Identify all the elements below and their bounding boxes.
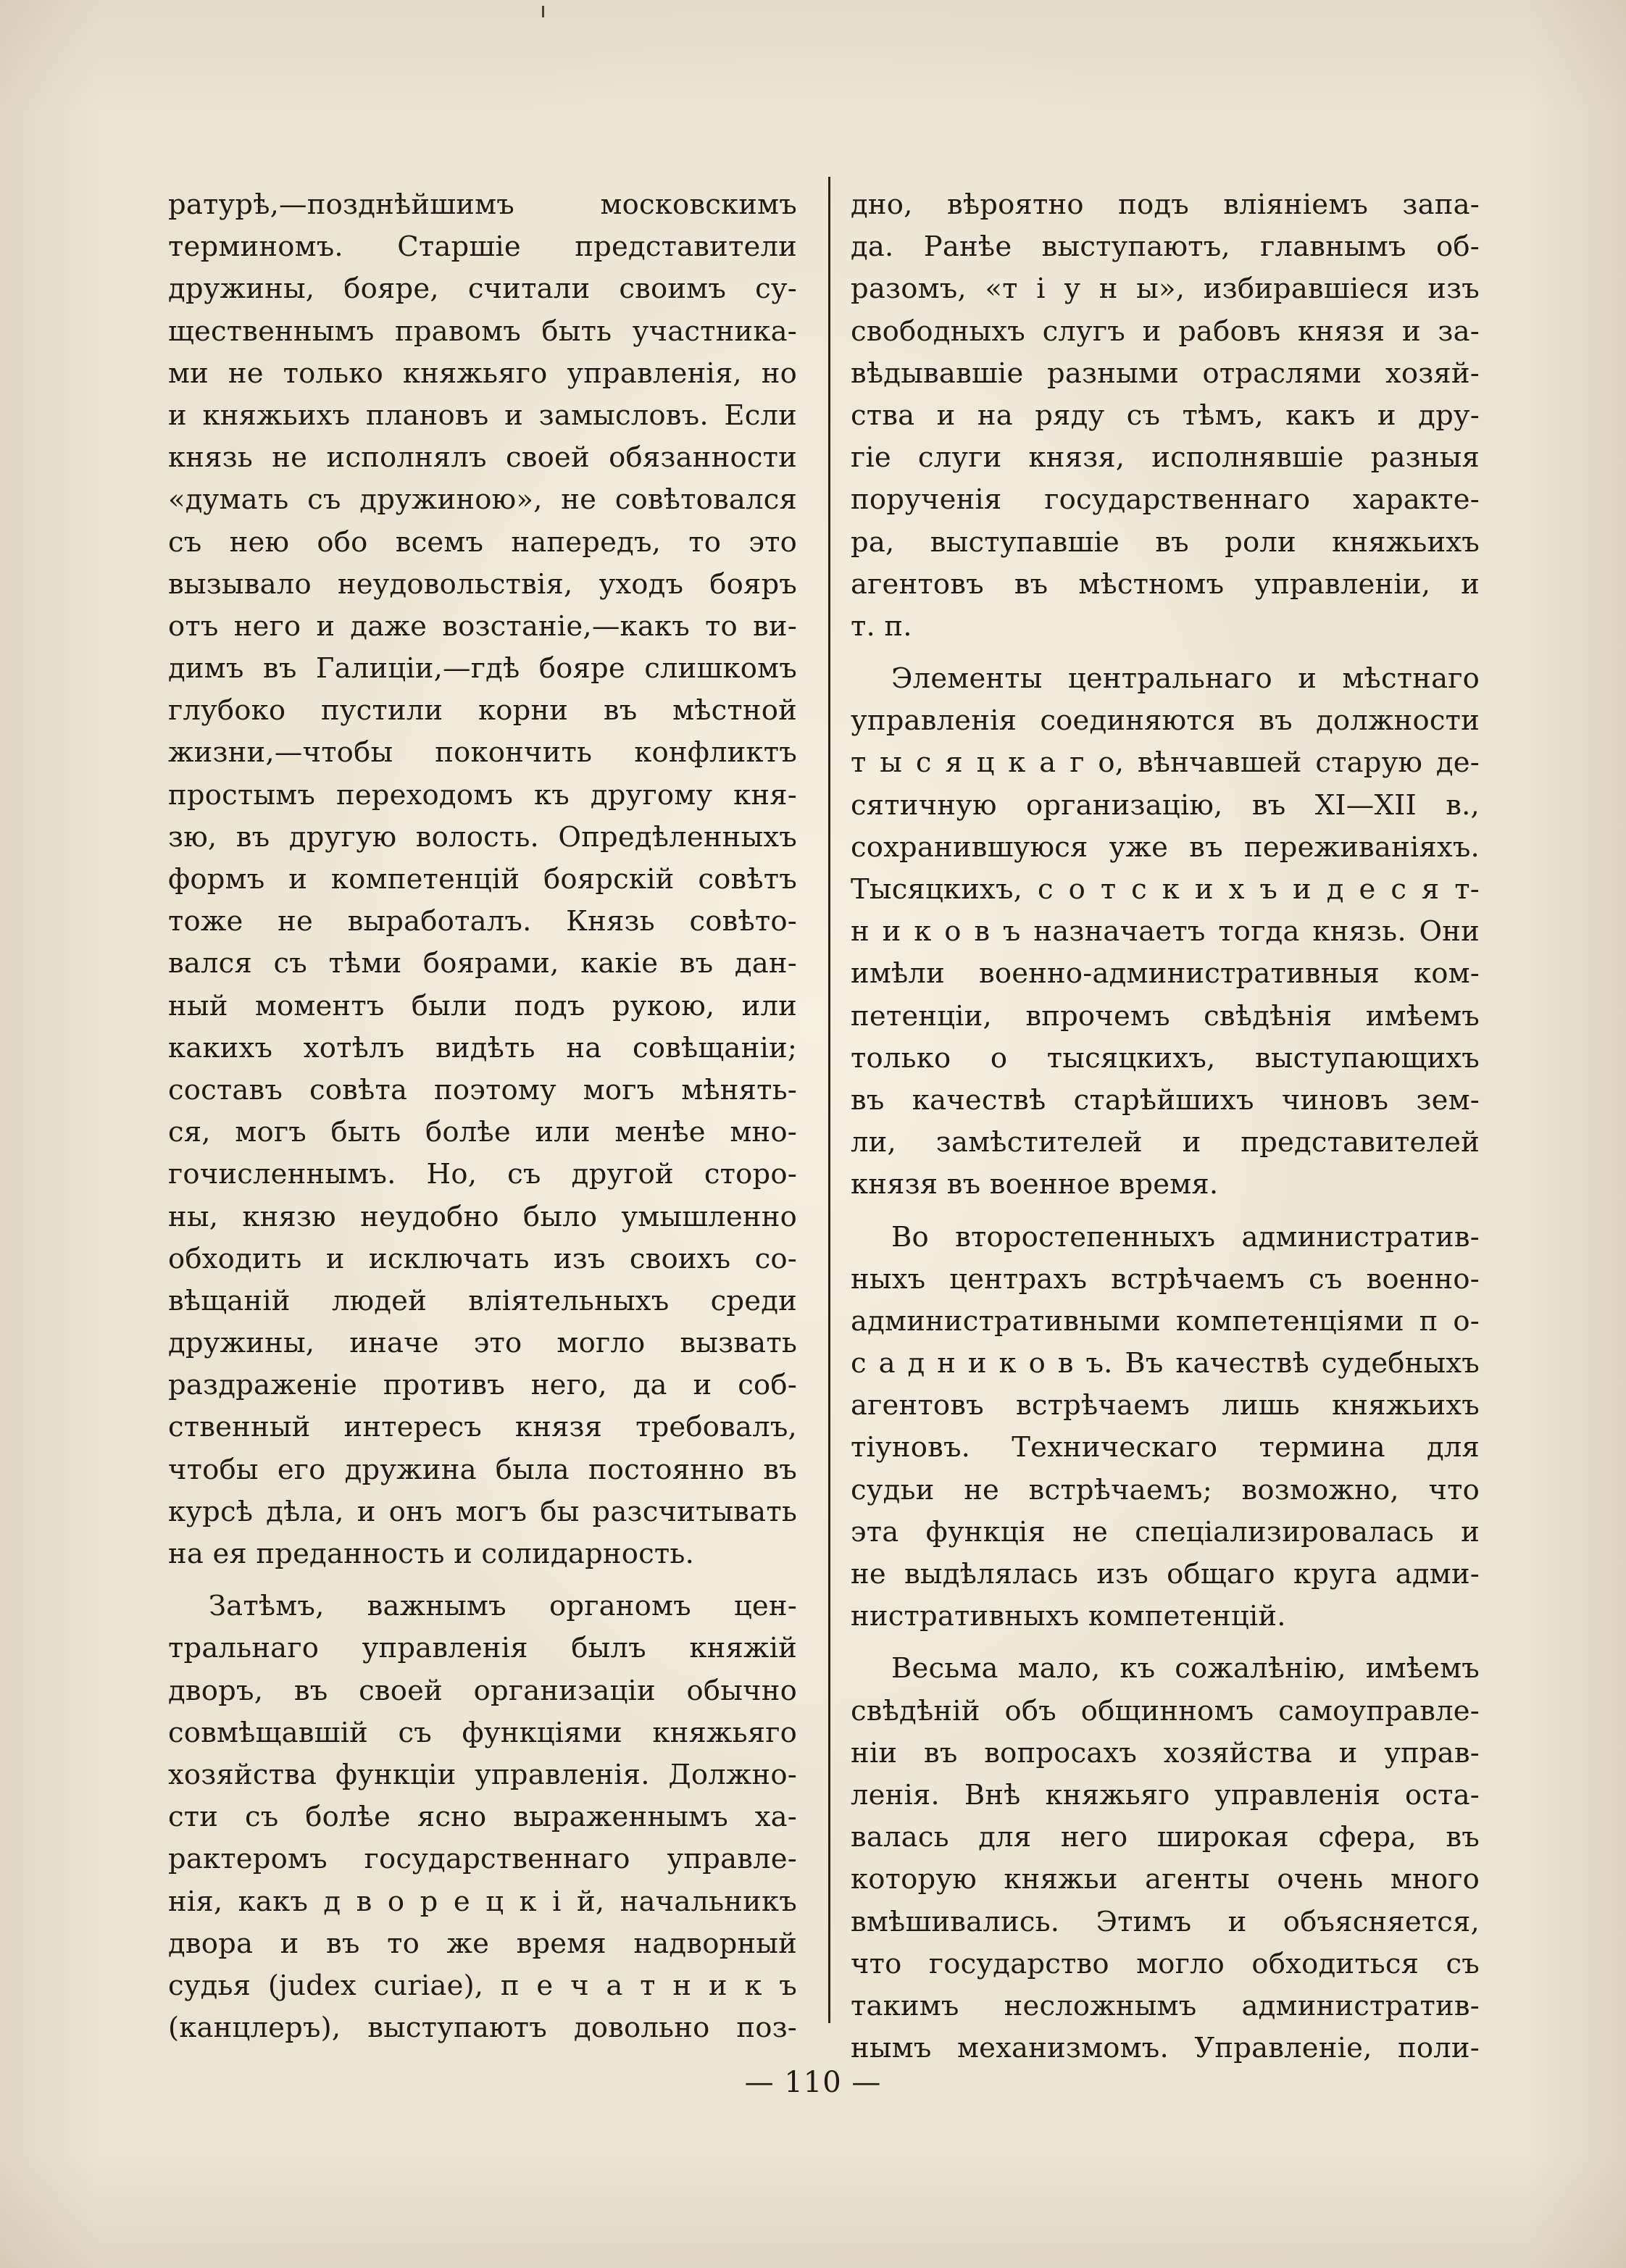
- text-line: двора и въ то же время надворный: [168, 1927, 797, 1960]
- text-line: дно, вѣроятно подъ вліяніемъ запа-: [851, 188, 1480, 221]
- text-line: нистративныхъ компетенцій.: [851, 1600, 1286, 1633]
- text-line: тіуновъ. Техническаго термина для: [851, 1431, 1480, 1464]
- text-line: разомъ, «т і у н ы», избиравшіеся изъ: [851, 272, 1480, 306]
- text-line: простымъ переходомъ къ другому кня-: [168, 778, 797, 812]
- text-line: князя въ военное время.: [851, 1168, 1219, 1201]
- text-line: хозяйства функціи управленія. Должно-: [168, 1758, 797, 1791]
- paragraph-gap: [168, 1575, 797, 1585]
- text-line: петенціи, впрочемъ свѣдѣнія имѣемъ: [851, 999, 1480, 1033]
- text-line: нія, какъ д в о р е ц к і й, начальникъ: [168, 1885, 797, 1918]
- text-line: курсѣ дѣла, и онъ могъ бы разсчитывать: [168, 1495, 797, 1528]
- text-line: ли, замѣстителей и представителей: [851, 1126, 1480, 1159]
- text-line: вѣщаній людей вліятельныхъ среди: [168, 1284, 797, 1317]
- text-line: вѣдывавшіе разными отраслями хозяй-: [851, 357, 1480, 390]
- text-line: глубоко пустили корни въ мѣстной: [168, 694, 797, 727]
- text-line: только о тысяцкихъ, выступающихъ: [851, 1041, 1480, 1075]
- text-line: ныхъ центрахъ встрѣчаемъ съ военно-: [851, 1262, 1480, 1296]
- text-line: чтобы его дружина была постоянно въ: [168, 1453, 797, 1486]
- text-line: сти съ болѣе ясно выраженнымъ ха-: [168, 1801, 797, 1834]
- paragraph-gap: [851, 1638, 1480, 1648]
- text-line: ны, князю неудобно было умышленно: [168, 1200, 797, 1233]
- left-text-column: [168, 184, 797, 2049]
- text-line: ніи въ вопросахъ хозяйства и управ-: [851, 1736, 1480, 1769]
- text-line: ся, могъ быть болѣе или менѣе мно-: [168, 1116, 797, 1149]
- text-line: Во второстепенныхъ административ-: [891, 1220, 1480, 1254]
- text-line: не выдѣлялась изъ общаго круга адми-: [851, 1558, 1480, 1590]
- text-line: какихъ хотѣлъ видѣть на совѣщаніи;: [168, 1031, 797, 1064]
- text-line: вался съ тѣми боярами, какіе въ дан-: [168, 947, 797, 980]
- text-line: ленія. Внѣ княжьяго управленія оста-: [851, 1778, 1480, 1812]
- text-line: управленія соединяются въ должности: [851, 704, 1480, 738]
- text-line: свободныхъ слугъ и рабовъ князя и за-: [851, 314, 1480, 348]
- text-line: судья (judex curiae), п е ч а т н и к ъ: [168, 1969, 797, 2002]
- text-line: щественнымъ правомъ быть участника-: [168, 314, 797, 348]
- text-line: агентовъ въ мѣстномъ управленіи, и: [851, 567, 1480, 601]
- text-line: въ качествѣ старѣйшихъ чиновъ зем-: [851, 1083, 1480, 1117]
- text-line: которую княжьи агенты очень много: [851, 1863, 1480, 1896]
- text-line: съ нею обо всемъ напередъ, то это: [168, 525, 797, 559]
- right-text-column: [851, 184, 1480, 2069]
- text-line: ства и на ряду съ тѣмъ, какъ и дру-: [851, 399, 1480, 432]
- text-line: димъ въ Галиціи,—гдѣ бояре слишкомъ: [168, 652, 797, 685]
- text-line: порученія государственнаго характе-: [851, 483, 1480, 517]
- text-line: Затѣмъ, важнымъ органомъ цен-: [209, 1590, 797, 1623]
- text-line: судьи не встрѣчаемъ; возможно, что: [851, 1473, 1480, 1506]
- text-line: жизни,—чтобы покончить конфликтъ: [168, 736, 797, 770]
- text-line: имѣли военно-административныя ком-: [851, 957, 1480, 991]
- text-line: князь не исполнялъ своей обязанности: [168, 441, 797, 475]
- text-line: вмѣшивались. Этимъ и объясняется,: [851, 1905, 1480, 1938]
- text-line: гіе слуги князя, исполнявшіе разныя: [851, 441, 1480, 475]
- text-line: валась для него широкая сфера, въ: [851, 1821, 1480, 1854]
- top-edge-mark: [542, 6, 544, 17]
- text-line: формъ и компетенцій боярскій совѣтъ: [168, 863, 797, 896]
- text-line: Тысяцкихъ, с о т с к и х ъ и д е с я т-: [851, 873, 1480, 906]
- text-line: нымъ механизмомъ. Управленіе, поли-: [851, 2032, 1480, 2065]
- page-number: — 110 —: [744, 2066, 882, 2099]
- text-line: «думать съ дружиною», не совѣтовался: [168, 483, 797, 517]
- text-line: н и к о в ъ назначаетъ тогда князь. Они: [851, 915, 1480, 949]
- text-line: эта функція не спеціализировалась и: [851, 1515, 1480, 1548]
- text-line: такимъ несложнымъ административ-: [851, 1989, 1480, 2022]
- text-line: тоже не выработалъ. Князь совѣто-: [168, 905, 797, 938]
- text-line: дружины, иначе это могло вызвать: [168, 1327, 797, 1360]
- text-line: т ы с я ц к а г о, вѣнчавшей старую де-: [851, 746, 1480, 780]
- text-line: сохранившуюся уже въ переживаніяхъ.: [851, 830, 1480, 864]
- text-line: что государство могло обходиться съ: [851, 1947, 1480, 1980]
- text-line: (канцлеръ), выступаютъ довольно поз-: [168, 2011, 797, 2045]
- paragraph-gap: [851, 1206, 1480, 1217]
- text-line: и княжьихъ плановъ и замысловъ. Если: [168, 399, 797, 432]
- text-line: ра, выступавшіе въ роли княжьихъ: [851, 525, 1480, 559]
- text-line: раздраженіе противъ него, да и соб-: [168, 1369, 797, 1402]
- text-line: административными компетенціями п о-: [851, 1304, 1480, 1338]
- text-line: ми не только княжьяго управленія, но: [168, 357, 797, 390]
- text-line: т. п.: [851, 609, 912, 643]
- text-line: отъ него и даже возстаніе,—какъ то ви-: [168, 609, 797, 643]
- text-line: вызывало неудовольствія, уходъ бояръ: [168, 567, 797, 601]
- text-line: совмѣщавшій съ функціями княжьяго: [168, 1716, 797, 1749]
- text-line: дружины, бояре, считали своимъ су-: [168, 272, 797, 306]
- text-line: тральнаго управленія былъ княжій: [168, 1632, 797, 1665]
- text-line: сятичную организацію, въ XI—XII в.,: [851, 788, 1480, 822]
- column-divider-rule: [828, 177, 830, 2023]
- text-line: обходить и исключать изъ своихъ со-: [168, 1242, 797, 1275]
- text-line: Весьма мало, къ сожалѣнію, имѣемъ: [891, 1652, 1480, 1685]
- text-line: ный моментъ были подъ рукою, или: [168, 989, 797, 1022]
- text-line: терминомъ. Старшіе представители: [168, 230, 797, 264]
- text-line: зю, въ другую волость. Опредѣленныхъ: [168, 820, 797, 854]
- text-line: ственный интересъ князя требовалъ,: [168, 1411, 797, 1444]
- text-line: рактеромъ государственнаго управле-: [168, 1843, 797, 1876]
- text-line: да. Ранѣе выступаютъ, главнымъ об-: [851, 230, 1480, 264]
- text-line: с а д н и к о в ъ. Въ качествѣ судебныхъ: [851, 1347, 1480, 1380]
- text-line: дворъ, въ своей организаціи обычно: [168, 1674, 797, 1707]
- text-line: гочисленнымъ. Но, съ другой сторо-: [168, 1158, 797, 1191]
- text-line: на ея преданность и солидарность.: [168, 1538, 695, 1570]
- text-line: Элементы центральнаго и мѣстнаго: [891, 662, 1480, 696]
- text-line: составъ совѣта поэтому могъ мѣнять-: [168, 1073, 797, 1106]
- text-line: свѣдѣній объ общинномъ самоуправле-: [851, 1694, 1480, 1727]
- paragraph-gap: [851, 648, 1480, 658]
- text-line: агентовъ встрѣчаемъ лишь княжьихъ: [851, 1389, 1480, 1422]
- text-line: ратурѣ,—позднѣйшимъ московскимъ: [168, 188, 797, 221]
